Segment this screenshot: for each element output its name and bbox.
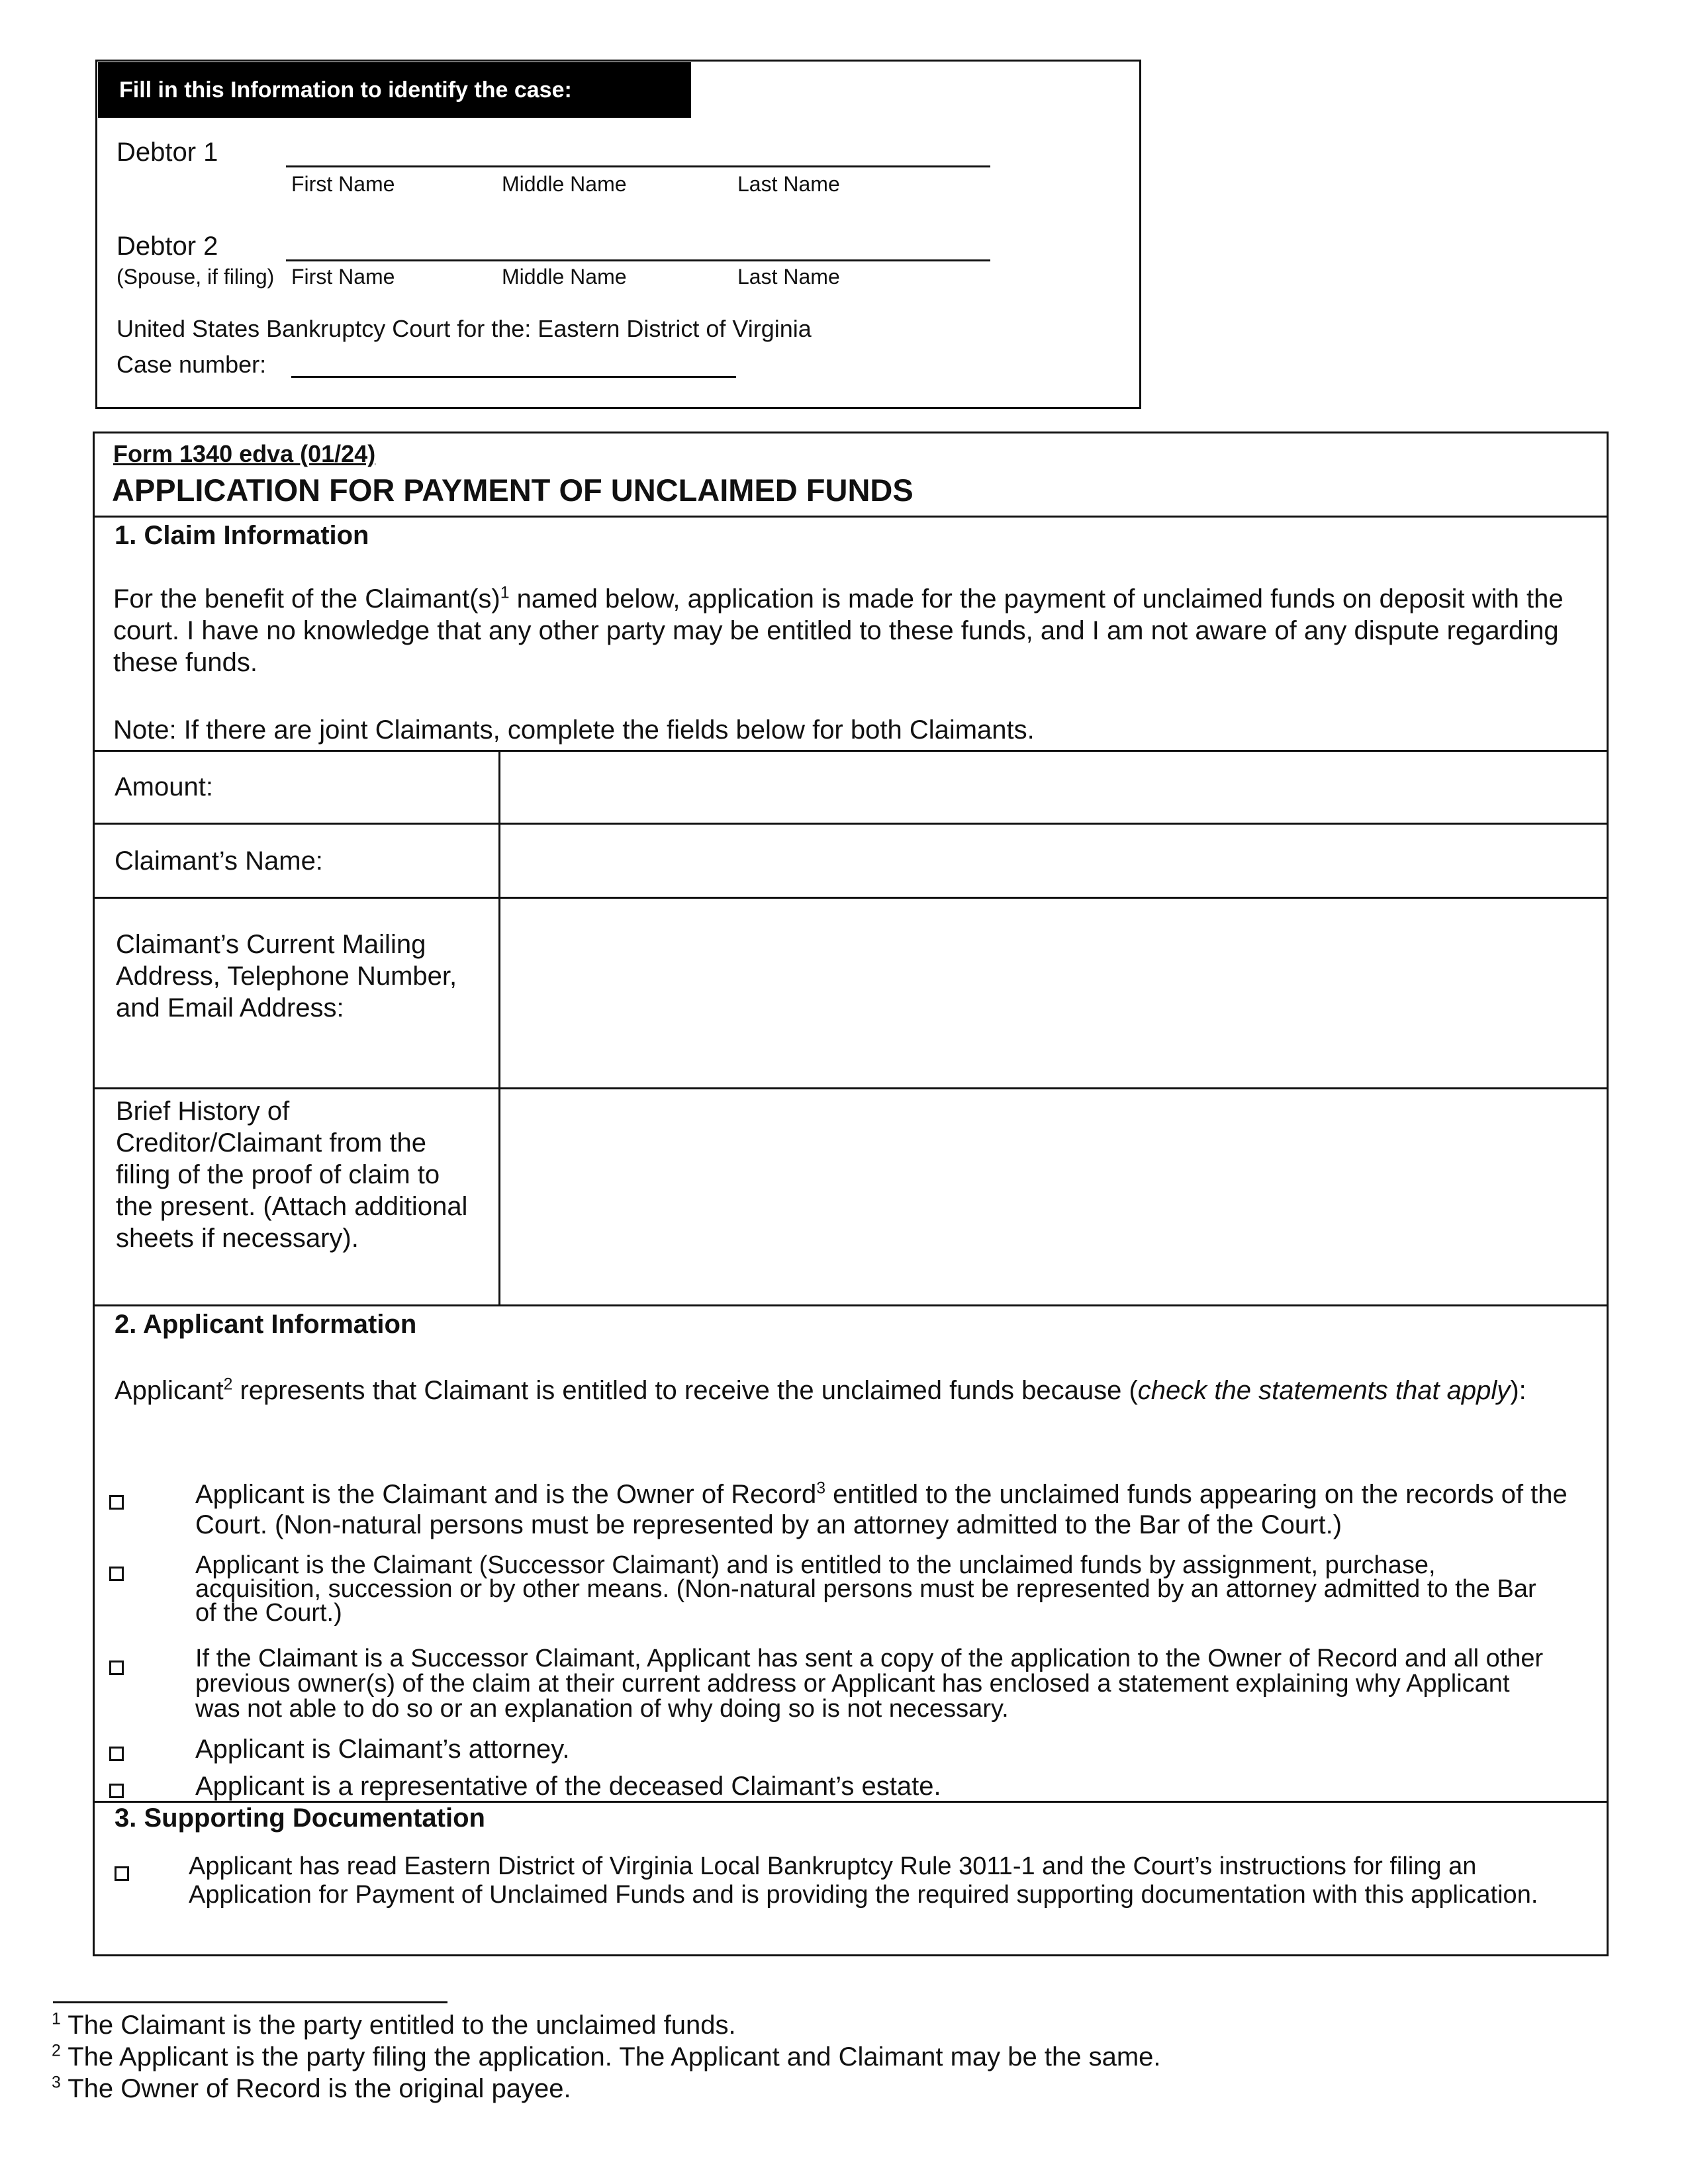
debtor2-last-name-label: Last Name (737, 265, 840, 289)
supporting-docs-text: Applicant has read Eastern District of Virginia Local Bankruptcy Rule 3011-1 and the Court’s instructions for filing an Application for Payment of Unclaimed Funds and is providing the required supporting documentation with this application. (189, 1852, 1538, 1909)
divider (95, 1304, 1607, 1306)
section1-intro: For the benefit of the $Claimant(s)^1$ named below, application is made for the payment of unclaimed funds on deposit with the court. I have no knowledge that any other party may be entitled to these funds, and I am not aware of any dispute regarding these funds. (113, 584, 1564, 677)
debtor2-name-line[interactable] (286, 259, 990, 261)
owner-of-record-text: Applicant is the Claimant and is the Owner of Record$^3$ entitled to the unclaimed funds appearing on the records of the Court. (Non-natural persons must be represented by an attorney admitted to the Bar of the Court.) (195, 1479, 1568, 1539)
successor-claimant-text: Applicant is the Claimant (Successor Claimant) and is entitled to the unclaimed funds by assignment, purchase, acquisition, succession or by other means. (Non-natural persons must be represented by an attorney admitted to the Bar of the Court.) (195, 1551, 1536, 1627)
debtor1-first-name-label: First Name (291, 172, 395, 196)
case-number-line[interactable] (291, 376, 736, 378)
debtor1-middle-name-label: Middle Name (502, 172, 627, 196)
claimant-address-label: Claimant’s Current Mailing Address, Telephone Number, and Email Address: (116, 930, 457, 1023)
debtor2-first-name-label: First Name (291, 265, 395, 289)
footnote-2: $^2$ The Applicant is the party filing the application. The Applicant and Claimant may be the same. (52, 2042, 1161, 2071)
case-number-label: Case number: (117, 351, 267, 378)
case-info-header: Fill in this Information to identify the case: (98, 62, 691, 118)
divider (95, 516, 1607, 518)
debtor1-last-name-label: Last Name (737, 172, 840, 196)
footnote-rule (53, 2001, 447, 2003)
section3-heading: 3. Supporting Documentation (115, 1803, 485, 1833)
notice-sent-text: If the Claimant is a Successor Claimant, Applicant has sent a copy of the application to the Owner of Record and all other previous owner(s) of the claim at their current address or Applicant has enclosed a statement explaining why Applicant was not able to do so or an explanation of why doing so is not necessary. (195, 1645, 1544, 1723)
successor-claimant-checkbox[interactable] (109, 1567, 124, 1581)
claimant-attorney-checkbox[interactable] (109, 1747, 124, 1761)
estate-representative-text: Applicant is a representative of the deceased Claimant’s estate. (195, 1772, 941, 1801)
claimant-history-label: Brief History of Creditor/Claimant from the filing of the proof of claim to the present. (Attach additional sheets if necessary). (116, 1097, 468, 1253)
amount-field[interactable] (500, 752, 1605, 823)
form-number: Form 1340 edva (01/24) (113, 440, 376, 467)
court-line: United States Bankruptcy Court for the: Eastern District of Virginia (117, 315, 812, 342)
section1-note: Note: If there are joint Claimants, complete the fields below for both Claimants. (113, 715, 1035, 745)
section1-heading: 1. Claim Information (115, 521, 369, 550)
claimant-address-field[interactable] (500, 899, 1605, 1087)
amount-label: Amount: (115, 772, 213, 801)
debtor1-label: Debtor 1 (117, 138, 218, 167)
footnote-1: $^1$ The Claimant is the party entitled to the unclaimed funds. (52, 2010, 736, 2040)
estate-representative-checkbox[interactable] (109, 1784, 124, 1798)
debtor2-label: Debtor 2 (117, 232, 218, 261)
debtor1-name-line[interactable] (286, 165, 990, 167)
owner-of-record-checkbox[interactable] (109, 1495, 124, 1510)
debtor2-middle-name-label: Middle Name (502, 265, 627, 289)
notice-sent-checkbox[interactable] (109, 1661, 124, 1675)
claimant-name-label: Claimant’s Name: (115, 846, 323, 876)
footnote-3: $^3$ The Owner of Record is the original payee. (52, 2073, 571, 2103)
form-title: APPLICATION FOR PAYMENT OF UNCLAIMED FUNDS (112, 473, 914, 508)
supporting-docs-checkbox[interactable] (115, 1866, 129, 1881)
claimant-attorney-text: Applicant is Claimant’s attorney. (195, 1735, 570, 1764)
form-box (93, 432, 1609, 1956)
claimant-name-field[interactable] (500, 825, 1605, 897)
section2-intro: Applicant$^2$ represents that Claimant is entitled to receive the unclaimed funds because (check the statements that apply): (115, 1375, 1526, 1405)
debtor2-spouse-label: (Spouse, if filing) (117, 265, 275, 289)
claimant-history-field[interactable] (500, 1089, 1605, 1304)
section2-heading: 2. Applicant Information (115, 1310, 417, 1339)
